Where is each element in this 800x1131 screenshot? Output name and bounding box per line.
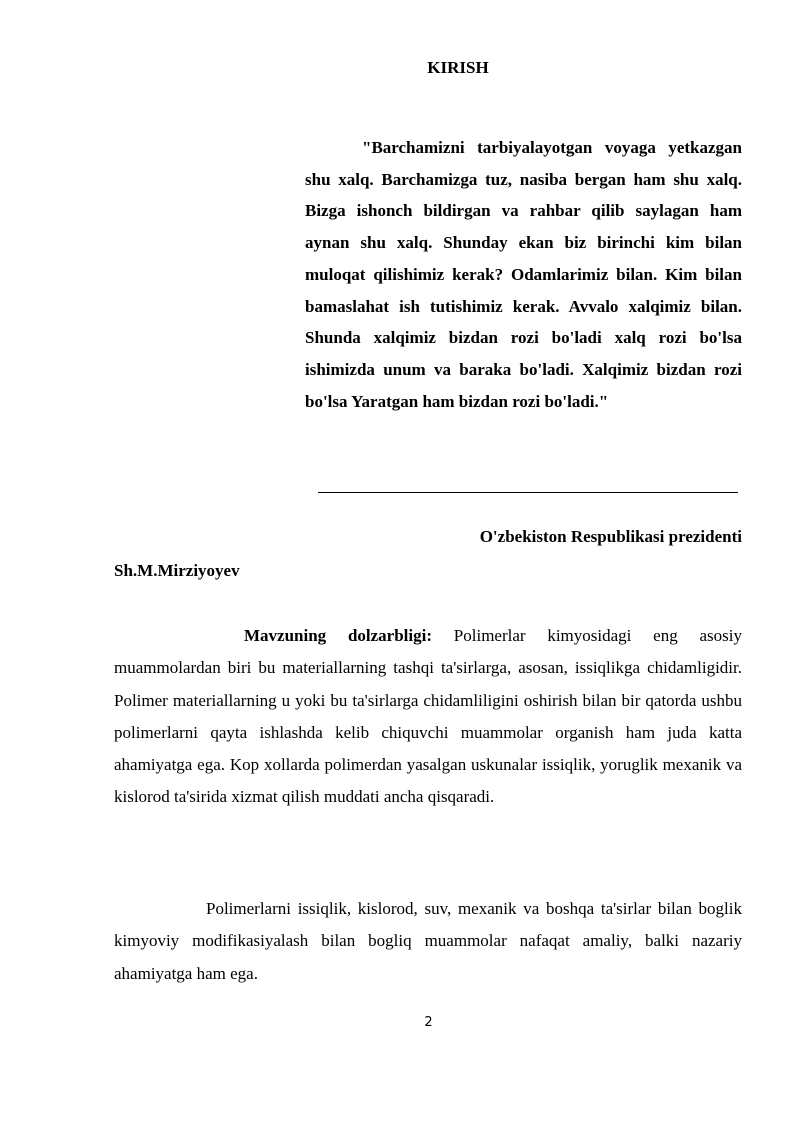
quote-divider — [318, 492, 738, 493]
epigraph-quote: "Barchamizni tarbiyalayotgan voyaga yetkazgan shu xalq. Barchamizga tuz, nasiba bergan ham shu xalq. Bizga ishonch bildirgan va rahbar qilib saylagan ham aynan shu xalq. Shunday ekan biz birinchi kim bilan muloqat qilishimiz kerak? Odamlarimiz bilan. Kim bilan bamaslahat ish tutishimiz kerak. Avvalo xalqimiz bilan. Shunda xalqimiz bizdan rozi bo'ladi xalq rozi bo'lsa ishimizda unum va baraka bo'ladi. Xalqimiz bizdan rozi bo'lsa Yaratgan ham bizdan rozi bo'ladi." — [305, 138, 742, 411]
section-heading: KIRISH — [427, 58, 489, 77]
relevance-paragraph — [114, 620, 742, 814]
quote-attribution-title: O'zbekiston Respublikasi prezidenti — [479, 527, 742, 546]
body-paragraph: Polimerlarni issiqlik, kislorod, suv, mexanik va boshqa ta'sirlar bilan boglik kimyoviy modifikasiyalash bilan bogliq muammolar nafaqat amaliy, balki nazariy ahamiyatga ham ega. — [114, 899, 742, 983]
relevance-lead: Mavzuning dolzarbligi: — [244, 626, 433, 645]
relevance-text: Polimerlar kimyosidagi eng asosiy muammolardan biri bu materiallarning tashqi ta'sirlarga, asosan, issiqlikga chidamligidir. Polimer materiallarning u yoki bu ta'sirlarga chidamliligini oshirish bilan bir qatorda ushbu polimerlarni qayta ishlashda kelib chiquvchi muammolar organish ham juda katta ahamiyatga ega. Kop xollarda polimerdan yasalgan uskunalar issiqlik, yoruglik mexanik va kislorod ta'sirida xizmat qilish muddati ancha qisqaradi. — [114, 626, 742, 807]
page-number: 2 — [424, 1015, 433, 1030]
quote-attribution-name: Sh.M.Mirziyoyev — [114, 561, 240, 580]
